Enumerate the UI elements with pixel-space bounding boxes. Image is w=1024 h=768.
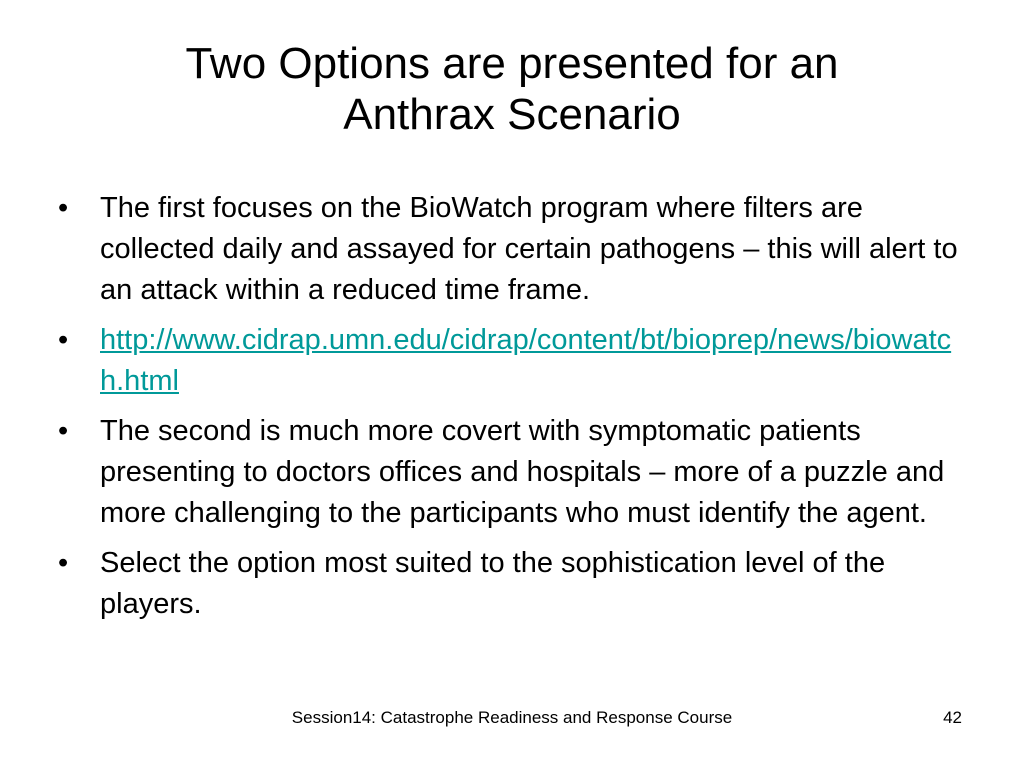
slide-title-line-1: Two Options are presented for an	[185, 39, 839, 88]
bullet-text-select: Select the option most suited to the sophistication level of the players.	[100, 547, 886, 620]
footer-session-text: Session14: Catastrophe Readiness and Response Course	[291, 708, 733, 727]
bullet-marker: •	[58, 324, 69, 356]
bullet-marker: •	[58, 192, 69, 224]
biowatch-url-link[interactable]: http://www.cidrap.umn.edu/cidrap/content/bt/bioprep/news/biowatch.html	[100, 324, 952, 397]
bullet-list	[56, 188, 968, 634]
bullet-marker: •	[58, 547, 69, 579]
slide-footer	[0, 706, 1024, 730]
bullet-item-biowatch	[56, 188, 968, 311]
bullet-text-covert: The second is much more covert with symptomatic patients presenting to doctors offices and hospitals – more of a puzzle and more challenging to the participants who must identify the agent.	[100, 415, 945, 529]
bullet-text-biowatch: The first focuses on the BioWatch program where filters are collected daily and assayed for certain pathogens – this will alert to an attack within a reduced time frame.	[100, 192, 958, 306]
bullet-item-select	[56, 543, 968, 625]
bullet-item-covert	[56, 411, 968, 534]
page-number: 42	[943, 708, 962, 727]
slide-title	[90, 38, 934, 140]
bullet-marker: •	[58, 415, 69, 447]
slide-title-line-2: Anthrax Scenario	[343, 90, 681, 139]
bullet-item-link	[56, 320, 968, 402]
